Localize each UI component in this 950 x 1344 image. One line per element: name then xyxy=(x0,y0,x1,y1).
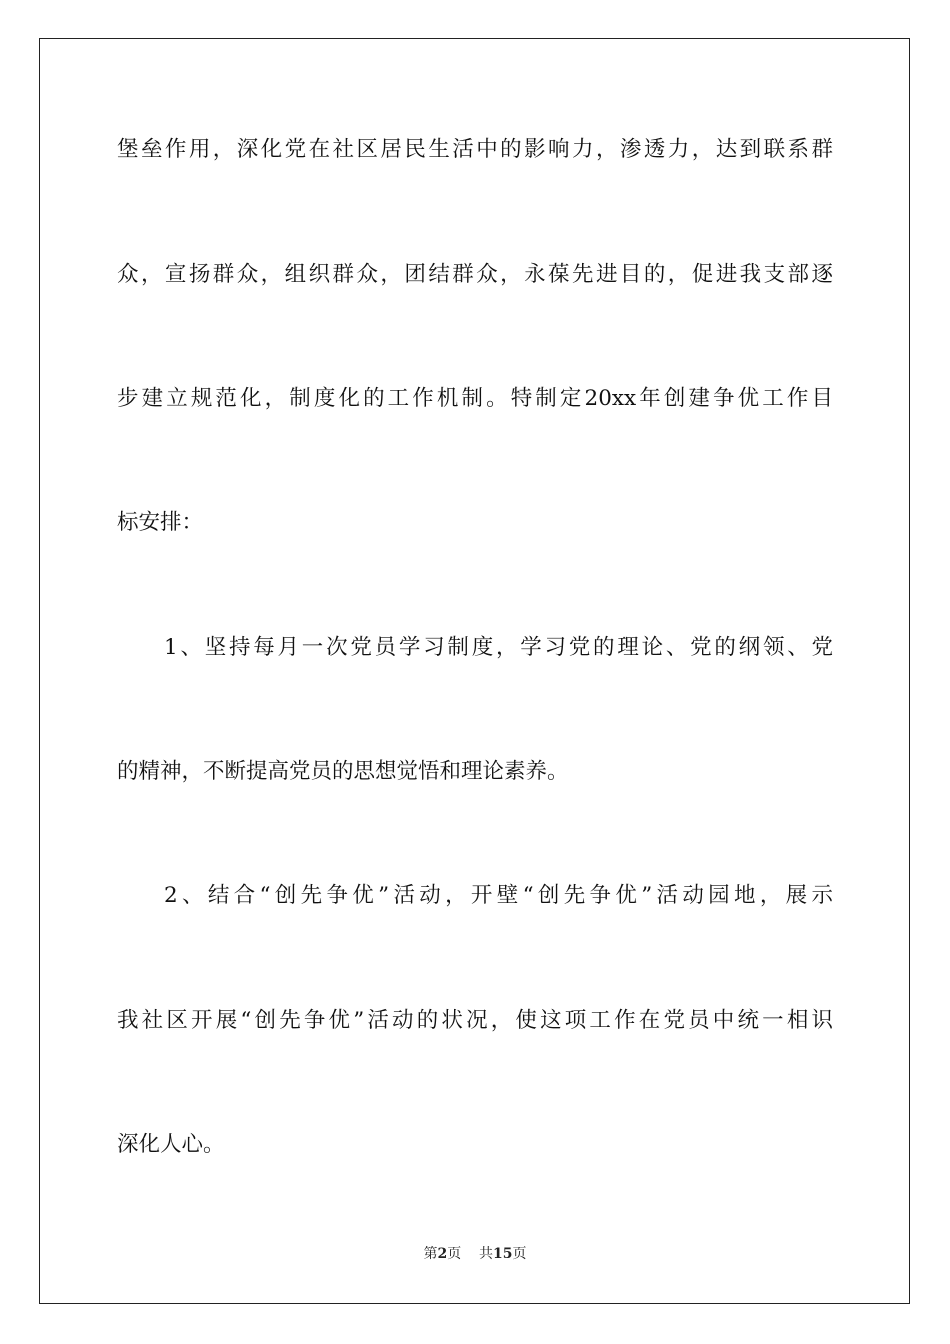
page-footer xyxy=(0,1243,950,1263)
list-item-2-line-1: 2、结合“创先争优”活动，开壁“创先争优”活动园地，展示 xyxy=(164,883,833,908)
paragraph-line-4: 标安排： xyxy=(117,510,204,535)
page-total: 15 xyxy=(493,1246,513,1262)
total-prefix: 共 xyxy=(479,1246,494,1262)
list-item-2-line-3: 深化人心。 xyxy=(117,1132,225,1157)
paragraph-line-2: 众，宣扬群众，组织群众，团结群众，永葆先进目的，促进我支部逐 xyxy=(117,262,833,287)
list-item-1-line-1: 1、坚持每月一次党员学习制度，学习党的理论、党的纲领、党 xyxy=(164,635,833,660)
page-suffix: 页 xyxy=(447,1246,462,1262)
page-border xyxy=(39,38,910,1304)
page-prefix: 第 xyxy=(423,1246,438,1262)
paragraph-line-3: 步建立规范化，制度化的工作机制。特制定20xx年创建争优工作目 xyxy=(117,386,833,411)
page-current: 2 xyxy=(437,1246,448,1262)
list-item-1-line-2: 的精神，不断提高党员的思想觉悟和理论素养。 xyxy=(117,759,569,784)
total-suffix: 页 xyxy=(512,1246,527,1262)
list-item-2-line-2: 我社区开展“创先争优”活动的状况，使这项工作在党员中统一相识 xyxy=(117,1008,833,1033)
paragraph-line-1: 堡垒作用，深化党在社区居民生活中的影响力，渗透力，达到联系群 xyxy=(117,137,833,162)
